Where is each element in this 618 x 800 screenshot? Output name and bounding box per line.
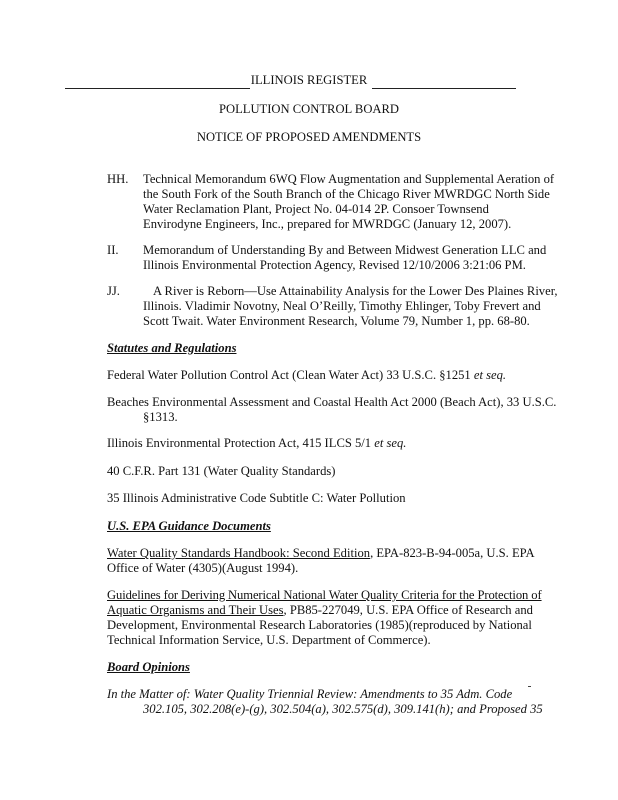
opinion-line-1: In the Matter of: Water Quality Triennial Review: Amendments to 35 Adm. Code (107, 687, 513, 701)
reference-label-hh: HH. (107, 172, 129, 186)
reference-label-jj: JJ. (107, 284, 120, 298)
statute-item: 35 Illinois Administrative Code Subtitle C: Water Pollution (107, 491, 406, 505)
reference-ii-line-2: Illinois Environmental Protection Agency, Revised 12/10/2006 3:21:06 PM. (143, 258, 526, 272)
reference-hh-line-1: Technical Memorandum 6WQ Flow Augmentation and Supplemental Aeration of (143, 172, 555, 186)
epa-doc-1-line-1: Water Quality Standards Handbook: Second Edition, EPA-823-B-94-005a, U.S. EPA (107, 546, 535, 560)
reference-hh-line-2: the South Fork of the South Branch of the Chicago River MWRDGC North Side (143, 187, 550, 201)
epa-guidance-heading: U.S. EPA Guidance Documents (107, 519, 271, 533)
reference-hh-line-4: Envirodyne Engineers, Inc., prepared for MWRDGC (January 12, 2007). (143, 217, 512, 231)
header-rule-right (372, 88, 516, 89)
statute-item-line-2: §1313. (143, 410, 178, 424)
reference-jj-line-1: A River is Reborn—Use Attainability Analysis for the Lower Des Plaines River, (153, 284, 558, 298)
register-title: ILLINOIS REGISTER (250, 73, 368, 87)
board-title: POLLUTION CONTROL BOARD (218, 102, 400, 116)
statute-item-line-1: Beaches Environmental Assessment and Coastal Health Act 2000 (Beach Act), 33 U.S.C. (107, 395, 557, 409)
statute-item: 40 C.F.R. Part 131 (Water Quality Standards) (107, 464, 336, 478)
notice-title: NOTICE OF PROPOSED AMENDMENTS (196, 130, 422, 144)
epa-doc-2-line-3: Development, Environmental Research Laboratories (1985)(reproduced by National (107, 618, 532, 632)
reference-ii-line-1: Memorandum of Understanding By and Between Midwest Generation LLC and (143, 243, 547, 257)
header-rule-left (65, 88, 250, 89)
opinion-line-2: 302.105, 302.208(e)-(g), 302.504(a), 302.575(d), 309.141(h); and Proposed 35 (143, 702, 543, 716)
board-opinions-heading: Board Opinions (107, 660, 190, 674)
reference-label-ii: II. (107, 243, 119, 257)
statute-item: Illinois Environmental Protection Act, 415 ILCS 5/1 et seq. (107, 436, 407, 450)
margin-mark (528, 686, 531, 687)
epa-doc-2-line-4: Technical Information Service, U.S. Department of Commerce). (107, 633, 431, 647)
epa-doc-2-line-1: Guidelines for Deriving Numerical National Water Quality Criteria for the Protection of (107, 588, 542, 602)
reference-hh-line-3: Water Reclamation Plant, Project No. 04-014 2P. Consoer Townsend (143, 202, 489, 216)
reference-jj-line-3: Scott Twait. Water Environment Research, Volume 79, Number 1, pp. 68-80. (143, 314, 530, 328)
statutes-heading: Statutes and Regulations (107, 341, 237, 355)
epa-doc-1-line-2: Office of Water (4305)(August 1994). (107, 561, 299, 575)
epa-doc-2-line-2: Aquatic Organisms and Their Uses, PB85-227049, U.S. EPA Office of Research and (107, 603, 533, 617)
statute-item: Federal Water Pollution Control Act (Clean Water Act) 33 U.S.C. §1251 et seq. (107, 368, 507, 382)
reference-jj-line-2: Illinois. Vladimir Novotny, Neal O’Reilly, Timothy Ehlinger, Toby Frevert and (143, 299, 541, 313)
